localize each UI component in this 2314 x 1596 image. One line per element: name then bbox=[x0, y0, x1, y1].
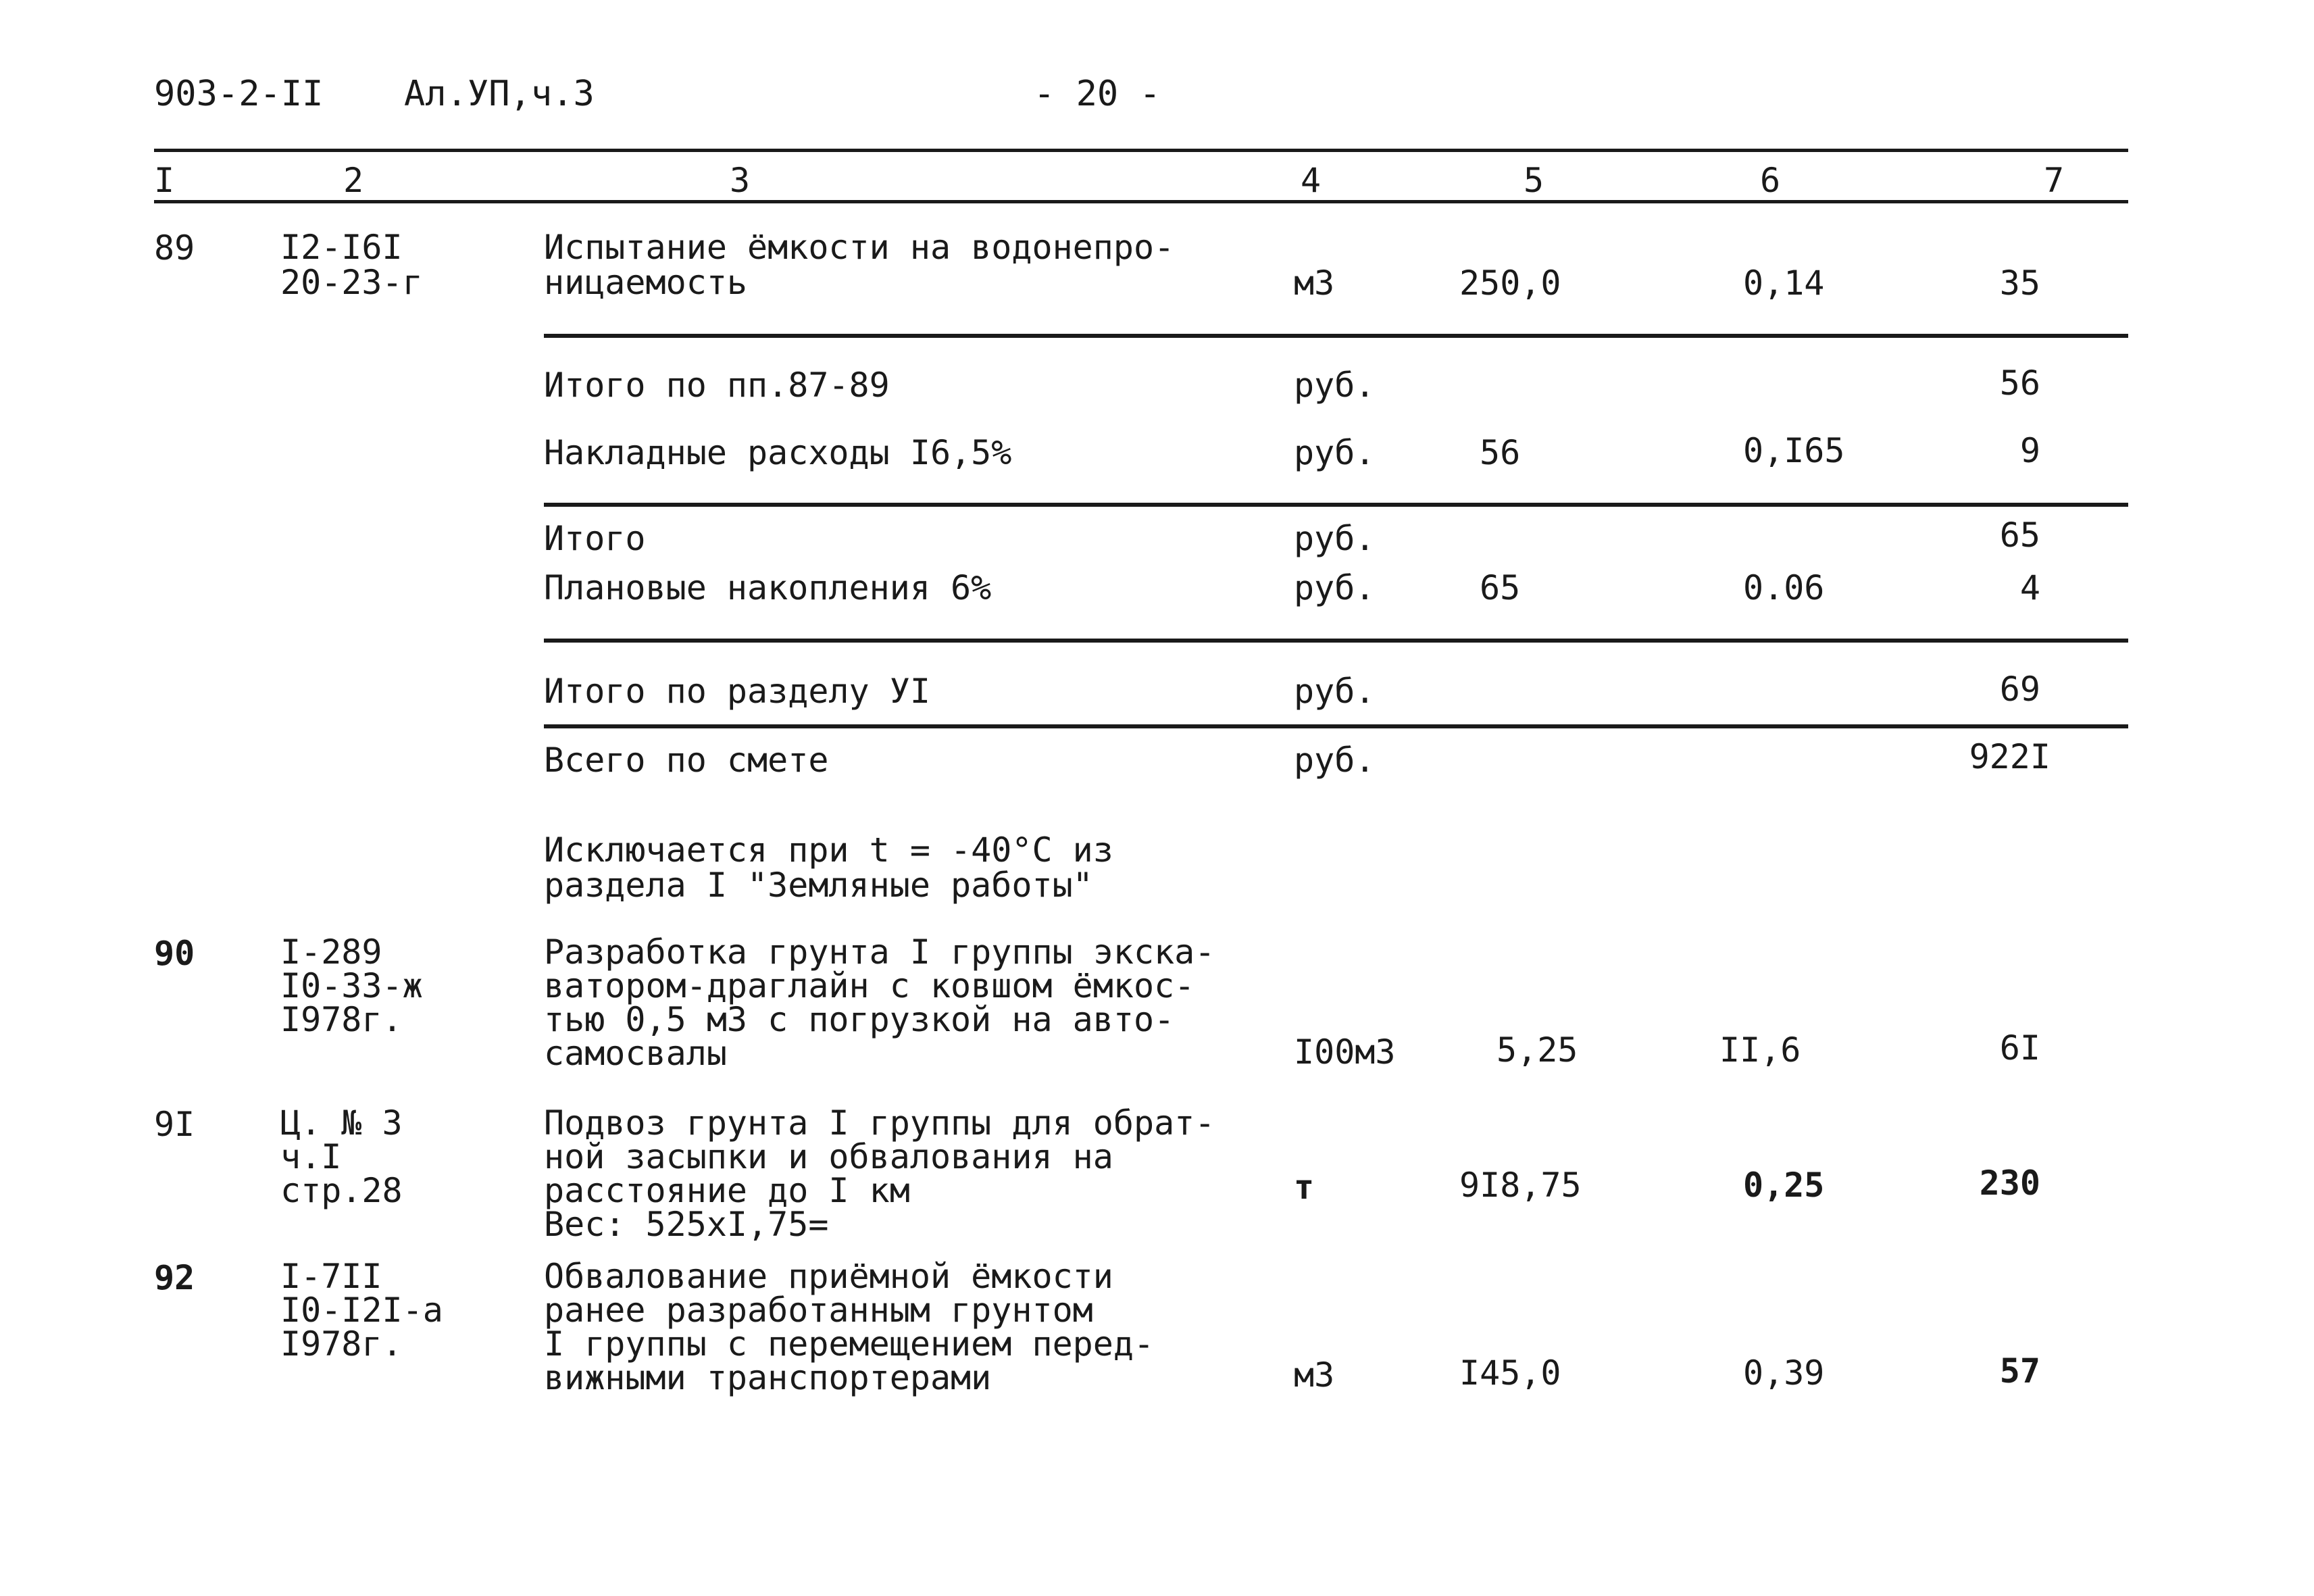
section-rule bbox=[544, 334, 2128, 338]
section-rule bbox=[544, 639, 2128, 643]
column-header-1: I bbox=[154, 161, 175, 200]
planned-savings-label: Плановые накопления 6% bbox=[544, 568, 992, 607]
column-header-2: 2 bbox=[343, 161, 364, 200]
row-90-unit: I00м3 bbox=[1294, 1032, 1396, 1072]
section-rule bbox=[544, 503, 2128, 507]
section-total-sum: 69 bbox=[1999, 670, 2040, 709]
subtotal-label: Итого по пп.87-89 bbox=[544, 366, 890, 405]
row-89-quantity: 250,0 bbox=[1459, 264, 1561, 303]
row-91-code: Ц. № 3 ч.I стр.28 bbox=[280, 1103, 403, 1210]
planned-savings-base: 65 bbox=[1480, 568, 1521, 607]
row-89-price: 0,14 bbox=[1743, 264, 1825, 303]
overhead-rate: 0,I65 bbox=[1743, 431, 1845, 470]
total-sum: 65 bbox=[1999, 516, 2040, 555]
table-top-rule bbox=[154, 149, 2128, 152]
estimate-total-sum: 922I bbox=[1969, 737, 2051, 776]
row-90-number: 90 bbox=[154, 934, 195, 973]
overhead-label: Накладные расходы I6,5% bbox=[544, 433, 1012, 472]
row-89-code: I2-I6I 20-23-г bbox=[280, 228, 423, 302]
row-89-sum: 35 bbox=[1999, 264, 2040, 303]
row-92-description: Обвалование приёмной ёмкости ранее разработанным грунтом I группы с перемещением перед- вижными транспортерами bbox=[544, 1257, 1155, 1397]
overhead-base: 56 bbox=[1480, 433, 1521, 472]
row-91-number: 9I bbox=[154, 1105, 195, 1144]
column-header-7: 7 bbox=[2044, 161, 2065, 200]
row-91-price: 0,25 bbox=[1743, 1166, 1825, 1205]
subtotal-unit: руб. bbox=[1294, 366, 1376, 405]
planned-savings-rate: 0.06 bbox=[1743, 568, 1825, 607]
row-89-unit: м3 bbox=[1294, 264, 1335, 303]
row-90-description: Разработка грунта I группы экска- ватором-драглайн с ковшом ёмкос- тью 0,5 м3 с погрузкой на авто- самосвалы bbox=[544, 932, 1215, 1073]
row-89-description: Испытание ёмкости на водонепро- ницаемость bbox=[544, 228, 1175, 302]
column-header-6: 6 bbox=[1760, 161, 1781, 200]
row-91-quantity: 9I8,75 bbox=[1459, 1166, 1582, 1205]
total-label: Итого bbox=[544, 519, 646, 558]
row-92-code: I-7II I0-I2I-а I978г. bbox=[280, 1257, 443, 1364]
album-reference: Ал.УП,ч.3 bbox=[404, 74, 595, 114]
column-header-3: 3 bbox=[730, 161, 751, 200]
section-rule bbox=[544, 724, 2128, 728]
row-91-sum: 230 bbox=[1979, 1164, 2040, 1203]
row-91-unit: т bbox=[1294, 1168, 1315, 1207]
row-91-description: Подвоз грунта I группы для обрат- ной засыпки и обвалования на расстояние до I км Вес: 525хI,75= bbox=[544, 1103, 1215, 1244]
column-header-rule bbox=[154, 200, 2128, 203]
row-89-number: 89 bbox=[154, 228, 195, 268]
estimate-total-unit: руб. bbox=[1294, 741, 1376, 780]
page-number: - 20 - bbox=[1034, 74, 1161, 114]
row-92-number: 92 bbox=[154, 1258, 195, 1297]
row-92-sum: 57 bbox=[1999, 1351, 2040, 1391]
row-90-quantity: 5,25 bbox=[1496, 1030, 1578, 1070]
section-total-label: Итого по разделу УI bbox=[544, 672, 930, 711]
row-92-unit: м3 bbox=[1294, 1355, 1335, 1395]
section-total-unit: руб. bbox=[1294, 672, 1376, 711]
overhead-sum: 9 bbox=[2019, 431, 2040, 470]
row-92-quantity: I45,0 bbox=[1459, 1353, 1561, 1393]
subtotal-sum: 56 bbox=[1999, 364, 2040, 403]
estimate-total-label: Всего по смете bbox=[544, 741, 829, 780]
row-90-price: II,6 bbox=[1719, 1030, 1801, 1070]
row-92-price: 0,39 bbox=[1743, 1353, 1825, 1393]
column-header-4: 4 bbox=[1301, 161, 1322, 200]
row-90-sum: 6I bbox=[1999, 1028, 2040, 1068]
column-header-5: 5 bbox=[1524, 161, 1544, 200]
planned-savings-unit: руб. bbox=[1294, 568, 1376, 607]
planned-savings-sum: 4 bbox=[2019, 568, 2040, 607]
row-90-code: I-289 I0-33-ж I978г. bbox=[280, 932, 423, 1039]
overhead-unit: руб. bbox=[1294, 433, 1376, 472]
document-code: 903-2-II bbox=[154, 74, 324, 114]
total-unit: руб. bbox=[1294, 519, 1376, 558]
excluded-note: Исключается при t = -40°С из раздела I "Земляные работы" bbox=[544, 830, 1113, 905]
